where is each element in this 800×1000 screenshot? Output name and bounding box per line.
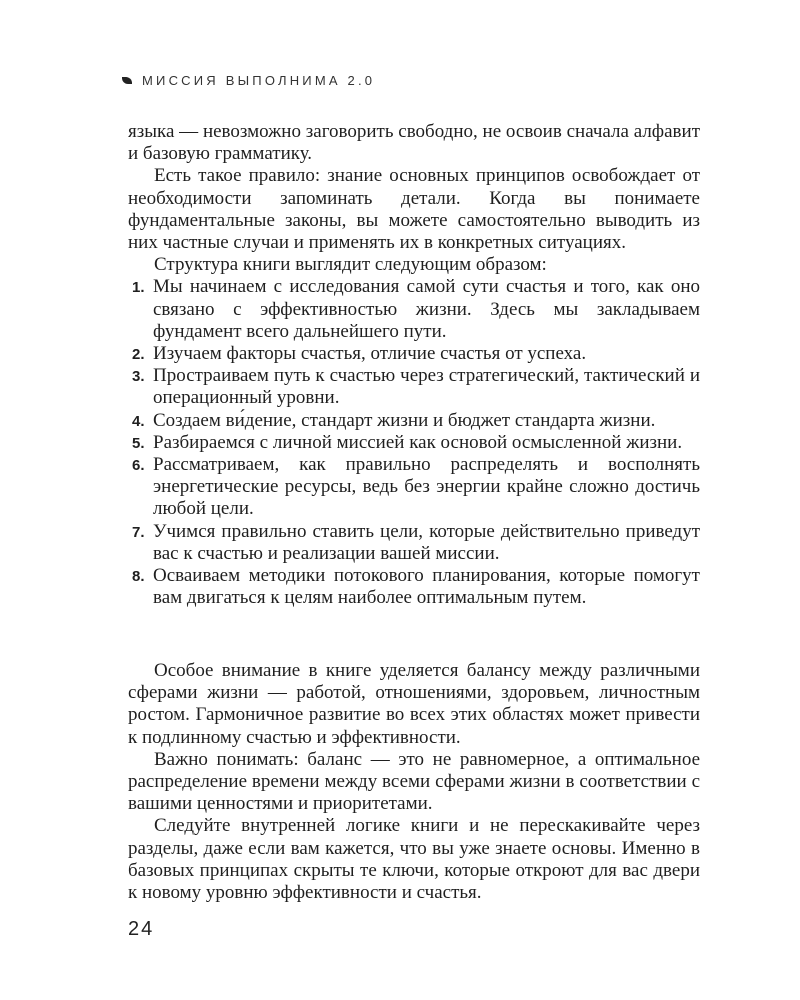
list-item-text: Учимся правильно ставить цели, которые действительно приведут вас к счастью и реализации вашей миссии. bbox=[153, 520, 700, 564]
running-header bbox=[122, 73, 375, 88]
paragraph-continuation: языка — невозможно заговорить свободно, не освоив сначала алфавит и базовую грамматику. bbox=[128, 121, 700, 165]
running-title: МИССИЯ ВЫПОЛНИМА 2.0 bbox=[142, 73, 376, 88]
list-number: 2. bbox=[132, 346, 145, 364]
list-item bbox=[128, 565, 700, 609]
list-number: 4. bbox=[132, 412, 145, 430]
paragraph: Следуйте внутренней логике книги и не перескакивайте через разделы, даже если вам кажется, что вы уже знаете основы. Именно в базовых принципах скрыты те ключи, которые откроют для вас двери к новому уровню эффективности и счастья. bbox=[128, 815, 700, 904]
book-structure-list bbox=[128, 276, 700, 609]
list-item-text: Простраиваем путь к счастью через стратегический, тактический и операционный уровни. bbox=[153, 365, 700, 409]
main-text-bottom bbox=[128, 660, 700, 904]
leaf-bullet-icon bbox=[122, 77, 132, 84]
paragraph: Важно понимать: баланс — это не равномерное, а оптимальное распределение времени между всеми сферами жизни в соответствии с вашими ценностями и приоритетами. bbox=[128, 748, 700, 815]
list-item-text: Осваиваем методики потокового планирования, которые помогут вам двигаться к целям наиболее оптимальным путем. bbox=[153, 565, 700, 609]
list-item bbox=[128, 521, 700, 565]
list-item bbox=[128, 343, 700, 365]
list-item-text: Мы начинаем с исследования самой сути счастья и того, как оно связано с эффективностью жизни. Здесь мы закладываем фундамент всего дальнейшего пути. bbox=[153, 276, 700, 342]
paragraph: Есть такое правило: знание основных принципов освобождает от необходимости запоминать детали. Когда вы понимаете фундаментальные законы, вы можете самостоятельно выводить из них частные случаи и применять их в конкретных ситуациях. bbox=[128, 165, 700, 254]
list-item bbox=[128, 365, 700, 409]
list-number: 5. bbox=[132, 434, 145, 452]
list-item bbox=[128, 432, 700, 454]
list-number: 3. bbox=[132, 368, 145, 386]
paragraph: Особое внимание в книге уделяется балансу между различными сферами жизни — работой, отношениями, здоровьем, личностным ростом. Гармоничное развитие во всех этих областях может привести к подлинному счастью и эффективности. bbox=[128, 660, 700, 748]
list-number: 8. bbox=[132, 568, 145, 586]
list-number: 1. bbox=[132, 279, 145, 297]
list-item bbox=[128, 410, 700, 432]
list-number: 7. bbox=[132, 523, 145, 541]
list-item bbox=[128, 276, 700, 343]
main-text-top bbox=[128, 121, 700, 609]
list-item-text: Рассматриваем, как правильно распределять и восполнять энергетические ресурсы, ведь без энергии крайне сложно достичь любой цели. bbox=[153, 454, 700, 520]
list-number: 6. bbox=[132, 457, 145, 475]
list-item-text: Изучаем факторы счастья, отличие счастья от успеха. bbox=[153, 343, 587, 365]
page-number: 24 bbox=[128, 918, 155, 940]
paragraph-list-intro: Структура книги выглядит следующим образом: bbox=[154, 254, 547, 276]
list-item-text: Создаем ви́дение, стандарт жизни и бюджет стандарта жизни. bbox=[153, 409, 656, 431]
list-item-text: Разбираемся с личной миссией как основой осмысленной жизни. bbox=[153, 431, 683, 453]
list-item bbox=[128, 454, 700, 521]
